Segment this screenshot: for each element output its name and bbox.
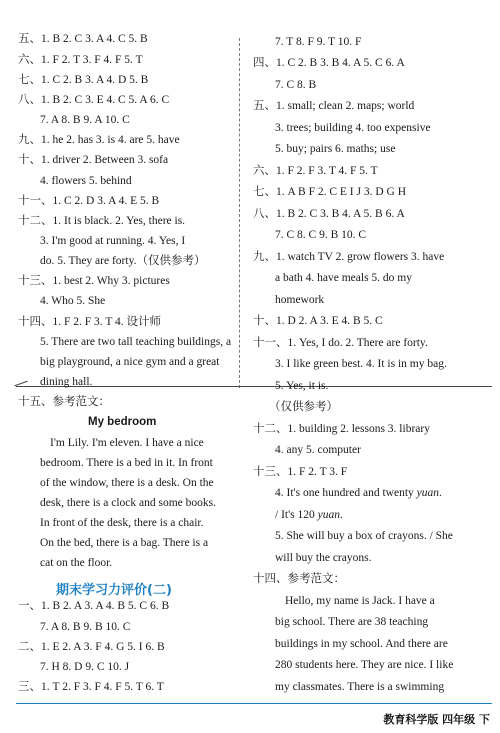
answer-line: 十二、1. It is black. 2. Yes, there is.: [18, 214, 186, 227]
answer-line: 七、1. C 2. B 3. A 4. D 5. B: [18, 73, 149, 86]
answer-line: 十四、参考范文：: [253, 573, 345, 586]
answer-line: 4. Who 5. She: [40, 295, 106, 308]
essay-line: On the bed, there is a bag. There is a: [40, 537, 209, 550]
answer-line: big school. There are 38 teaching: [275, 616, 429, 629]
answer-line: big playground, a nice gym and a great: [40, 355, 220, 368]
essay-title: My bedroom: [88, 416, 157, 429]
answer-line: 五、1. B 2. C 3. A 4. C 5. B: [18, 33, 148, 46]
answer-line: 八、1. B 2. C 3. B 4. A 5. B 6. A: [253, 207, 405, 220]
answer-line: 四、1. C 2. B 3. B 4. A 5. C 6. A: [253, 57, 405, 70]
answer-line: homework: [275, 293, 325, 306]
answer-line: 7. H 8. D 9. C 10. J: [40, 660, 130, 673]
answer-line: 7. A 8. B 9. B 10. C: [40, 620, 131, 633]
footer-label: 教育科学版 四年级 下: [383, 713, 490, 726]
answer-line: buildings in my school. And there are: [275, 637, 448, 650]
essay-line: cat on the floor.: [40, 557, 113, 570]
answer-line: 3. I like green best. 4. It is in my bag.: [275, 358, 447, 371]
answer-line: 7. C 8. C 9. B 10. C: [275, 229, 367, 242]
answer-line: 十三、1. best 2. Why 3. pictures: [18, 275, 170, 288]
answer-line: 五、1. small; clean 2. maps; world: [253, 100, 415, 113]
answer-line: a bath 4. have meals 5. do my: [275, 272, 413, 285]
answer-line: 六、1. F 2. F 3. T 4. F 5. T: [253, 164, 378, 177]
answer-line: 二、1. E 2. A 3. F 4. G 5. I 6. B: [18, 640, 165, 653]
answer-line: 十四、1. F 2. F 3. T 4. 设计师: [18, 315, 162, 328]
answer-line: 十、1. D 2. A 3. E 4. B 5. C: [253, 315, 383, 328]
answer-line: 5. buy; pairs 6. maths; use: [275, 143, 396, 156]
answer-line: Hello, my name is Jack. I have a: [285, 594, 435, 607]
answer-line: 十三、1. F 2. T 3. F: [253, 465, 348, 478]
answer-line: 十、1. driver 2. Between 3. sofa: [18, 154, 169, 167]
essay-line: of the window, there is a desk. On the: [40, 476, 214, 489]
answer-line: 7. T 8. F 9. T 10. F: [275, 35, 362, 48]
answer-line: 三、1. T 2. F 3. F 4. F 5. T 6. T: [18, 681, 164, 693]
answer-line: 九、1. watch TV 2. grow flowers 3. have: [253, 250, 445, 263]
essay-line: bedroom. There is a bed in it. In front: [40, 456, 213, 469]
essay-line: In front of the desk, there is a chair.: [40, 517, 204, 530]
answer-line: 九、1. he 2. has 3. is 4. are 5. have: [18, 134, 180, 147]
answer-line: dining hall.: [40, 376, 93, 389]
column-divider: [239, 38, 240, 388]
answer-line: 七、1. A B F 2. C E I J 3. D G H: [253, 186, 407, 199]
essay-line: desk, there is a clock and some books.: [40, 496, 216, 509]
answer-line: / It's 120 yuan.: [275, 508, 343, 521]
answer-line: 十二、1. building 2. lessons 3. library: [253, 422, 430, 435]
answer-line: my classmates. There is a swimming: [275, 681, 445, 693]
answer-line: （仅供参考）: [269, 401, 338, 414]
footer-rule: [16, 703, 492, 704]
answer-line: 一、1. B 2. A 3. A 4. B 5. C 6. B: [18, 600, 170, 613]
answer-line: 5. There are two tall teaching buildings, a: [40, 335, 232, 348]
answer-line: 7. C 8. B: [275, 78, 317, 91]
answer-line: 3. trees; building 4. too expensive: [275, 121, 431, 134]
answer-line: 3. I'm good at running. 4. Yes, I: [40, 234, 186, 247]
answer-line: 280 students here. They are nice. I like: [275, 659, 454, 672]
answer-line: will buy the crayons.: [275, 551, 372, 564]
answer-line: 十一、1. C 2. D 3. A 4. E 5. B: [18, 194, 160, 207]
answer-line: 5. She will buy a box of crayons. / She: [275, 530, 453, 543]
answer-line: 十一、1. Yes, I do. 2. There are forty.: [253, 336, 428, 349]
answer-line: 7. A 8. B 9. A 10. C: [40, 114, 130, 127]
answer-line: 六、1. F 2. T 3. F 4. F 5. T: [18, 53, 143, 66]
section-title: 期末学习力评价(二): [56, 583, 172, 599]
essay-line: I'm Lily. I'm eleven. I have a nice: [50, 436, 204, 449]
answer-line: do. 5. They are forty.（仅供参考）: [40, 255, 206, 268]
answer-line: 4. any 5. computer: [275, 444, 361, 457]
answer-line: 5. Yes, it is.: [275, 379, 329, 392]
answer-line: 八、1. B 2. C 3. E 4. C 5. A 6. C: [18, 93, 170, 106]
essay-heading: 十五、参考范文：: [18, 396, 110, 409]
answer-line: 4. flowers 5. behind: [40, 174, 132, 187]
answer-line: 4. It's one hundred and twenty yuan.: [275, 487, 442, 500]
